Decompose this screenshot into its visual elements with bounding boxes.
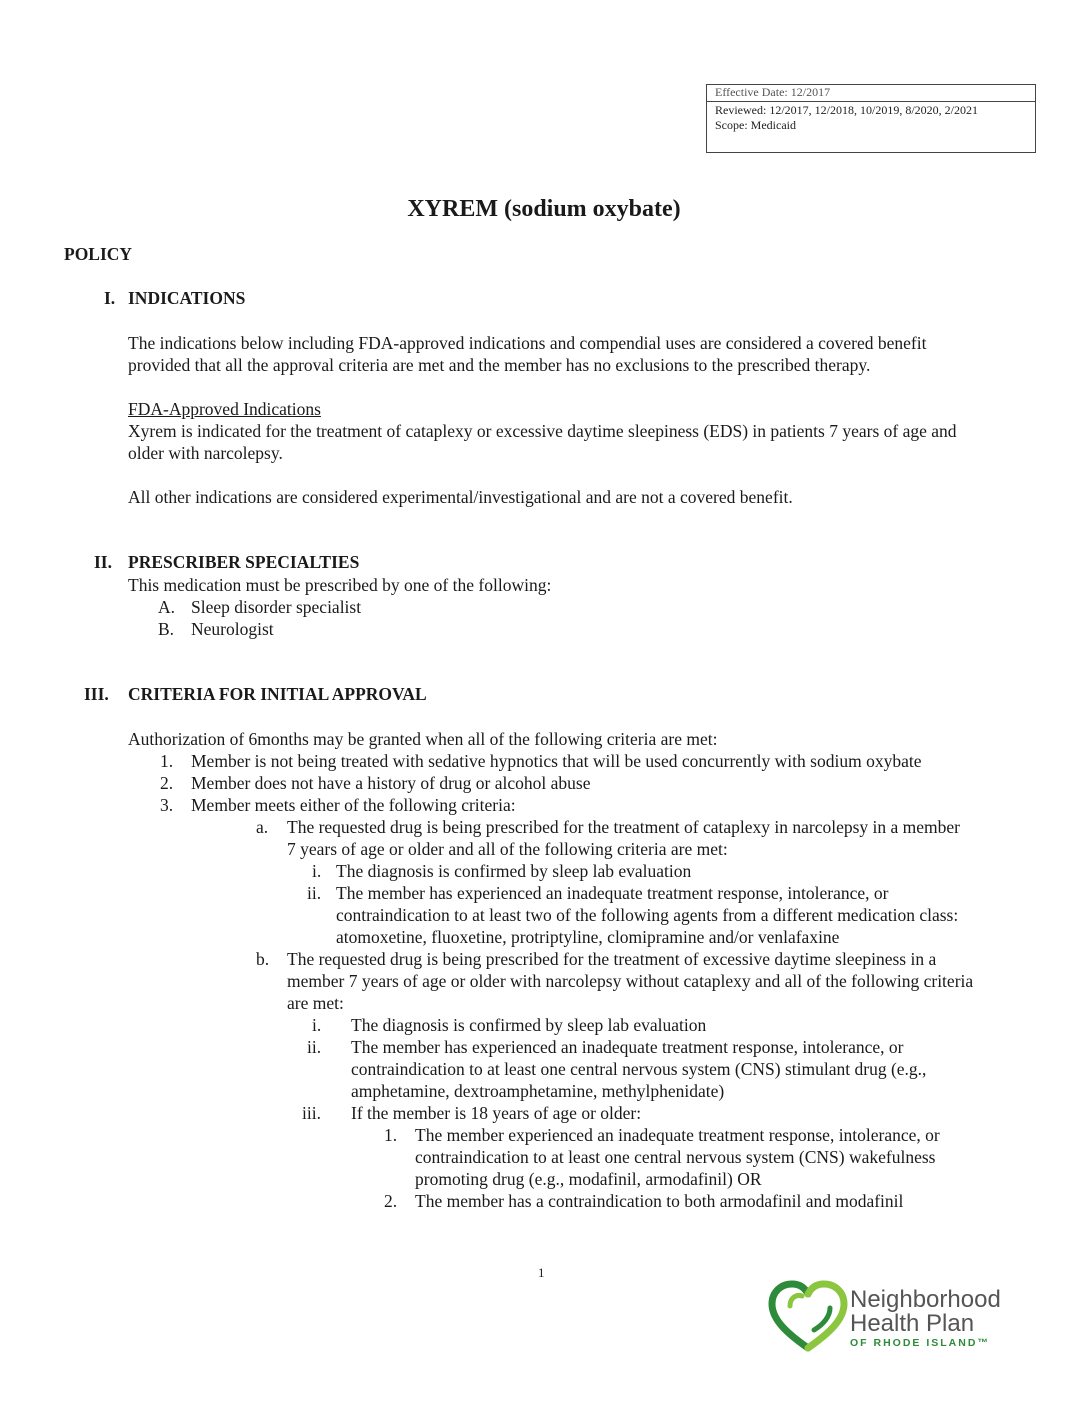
list-label: 3. bbox=[160, 795, 174, 815]
list-item: contraindication to at least one central nervous system (CNS) stimulant drug (e.g., bbox=[351, 1059, 927, 1079]
section-2-heading: PRESCRIBER SPECIALTIES bbox=[128, 552, 360, 572]
section-3-heading: CRITERIA FOR INITIAL APPROVAL bbox=[128, 684, 427, 704]
neighborhood-health-plan-logo bbox=[768, 1280, 1038, 1352]
section-1-number: I. bbox=[104, 288, 116, 308]
list-item: Sleep disorder specialist bbox=[191, 597, 362, 617]
reviewed-dates: Reviewed: 12/2017, 12/2018, 10/2019, 8/2020, 2/2021 bbox=[715, 103, 978, 117]
list-label: A. bbox=[158, 597, 176, 617]
fda-approved-heading: FDA-Approved Indications bbox=[128, 399, 321, 419]
heart-swoosh-icon bbox=[768, 1280, 848, 1352]
list-label: B. bbox=[158, 619, 175, 639]
section-2-number: II. bbox=[94, 552, 112, 572]
list-label: ii. bbox=[307, 1037, 322, 1057]
list-item: contraindication to at least one central nervous system (CNS) wakefulness bbox=[415, 1147, 936, 1167]
list-item: Member does not have a history of drug or alcohol abuse bbox=[191, 773, 591, 793]
page-number: 1 bbox=[538, 1265, 545, 1280]
list-item: The member has experienced an inadequate treatment response, intolerance, or bbox=[351, 1037, 904, 1057]
indications-text-line: provided that all the approval criteria are met and the member has no exclusions to the prescribed therapy. bbox=[128, 355, 871, 375]
policy-heading: POLICY bbox=[64, 244, 133, 264]
list-item: promoting drug (e.g., modafinil, armodafinil) OR bbox=[415, 1169, 762, 1189]
list-label: i. bbox=[312, 861, 322, 881]
list-item: The diagnosis is confirmed by sleep lab evaluation bbox=[351, 1015, 707, 1035]
list-label: a. bbox=[256, 817, 269, 837]
list-label: 1. bbox=[160, 751, 174, 771]
list-item: amphetamine, dextroamphetamine, methylphenidate) bbox=[351, 1081, 725, 1101]
fda-text-line: older with narcolepsy. bbox=[128, 443, 283, 463]
fda-text-line: Xyrem is indicated for the treatment of cataplexy or excessive daytime sleepiness (EDS) in patients 7 years of age and bbox=[128, 421, 957, 441]
list-label: b. bbox=[256, 949, 270, 969]
list-item: are met: bbox=[287, 993, 344, 1013]
list-item: The diagnosis is confirmed by sleep lab evaluation bbox=[336, 861, 692, 881]
list-label: i. bbox=[312, 1015, 322, 1035]
section-3-number: III. bbox=[84, 684, 109, 704]
list-item: 7 years of age or older and all of the following criteria are met: bbox=[287, 839, 728, 859]
list-item: The member has experienced an inadequate treatment response, intolerance, or bbox=[336, 883, 889, 903]
list-item: The requested drug is being prescribed for the treatment of cataplexy in narcolepsy in a member bbox=[287, 817, 961, 837]
list-item: The member has a contraindication to both armodafinil and modafinil bbox=[415, 1191, 904, 1211]
list-item: If the member is 18 years of age or older: bbox=[351, 1103, 642, 1123]
list-item: member 7 years of age or older with narcolepsy without cataplexy and all of the following criteria bbox=[287, 971, 974, 991]
logo-line-3: OF RHODE ISLAND™ bbox=[850, 1337, 990, 1349]
list-item: The requested drug is being prescribed for the treatment of excessive daytime sleepiness in a bbox=[287, 949, 937, 969]
list-item: contraindication to at least two of the following agents from a different medication class: bbox=[336, 905, 959, 925]
list-item: The member experienced an inadequate treatment response, intolerance, or bbox=[415, 1125, 940, 1145]
section-1-heading: INDICATIONS bbox=[128, 288, 246, 308]
prescriber-intro: This medication must be prescribed by one of the following: bbox=[128, 575, 552, 595]
logo-line-1: Neighborhood bbox=[850, 1286, 1001, 1313]
list-item: Neurologist bbox=[191, 619, 274, 639]
other-indications-text: All other indications are considered experimental/investigational and are not a covered benefit. bbox=[128, 487, 793, 507]
document-title: XYREM (sodium oxybate) bbox=[407, 196, 681, 222]
list-item: Member is not being treated with sedative hypnotics that will be used concurrently with sodium oxybate bbox=[191, 751, 922, 771]
criteria-intro: Authorization of 6months may be granted when all of the following criteria are met: bbox=[128, 729, 718, 749]
effective-date: Effective Date: 12/2017 bbox=[707, 85, 1035, 102]
logo-line-2: Health Plan bbox=[850, 1310, 975, 1337]
list-item: Member meets either of the following criteria: bbox=[191, 795, 516, 815]
indications-text-line: The indications below including FDA-approved indications and compendial uses are considered a covered benefit bbox=[128, 333, 927, 353]
list-label: 2. bbox=[160, 773, 174, 793]
list-label: iii. bbox=[302, 1103, 321, 1123]
policy-info-box bbox=[706, 84, 1036, 153]
list-label: 2. bbox=[384, 1191, 398, 1211]
list-label: ii. bbox=[307, 883, 322, 903]
list-item: atomoxetine, fluoxetine, protriptyline, clomipramine and/or venlafaxine bbox=[336, 927, 840, 947]
scope: Scope: Medicaid bbox=[715, 118, 796, 132]
list-label: 1. bbox=[384, 1125, 398, 1145]
